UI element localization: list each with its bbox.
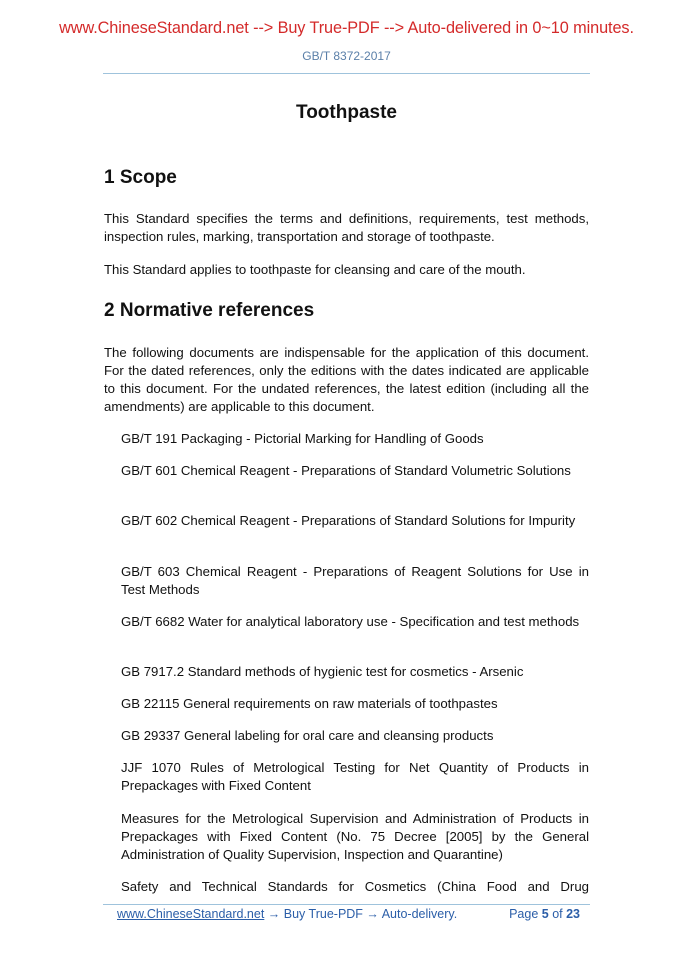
footer-promo-text: → Buy True-PDF → Auto-delivery. <box>264 907 458 921</box>
reference-item: GB/T 601 Chemical Reagent - Preparations of Standard Volumetric Solutions <box>121 463 571 478</box>
header-rule <box>103 73 590 74</box>
document-title: Toothpaste <box>296 102 397 123</box>
reference-item: GB 29337 General labeling for oral care and cleansing products <box>121 728 494 743</box>
reference-item: GB/T 6682 Water for analytical laboratory use - Specification and test methods <box>121 614 580 629</box>
reference-item: GB 7917.2 Standard methods of hygienic test for cosmetics - Arsenic <box>121 664 524 679</box>
references-intro <box>104 344 589 416</box>
reference-item: GB/T 191 Packaging - Pictorial Marking for Handling of Goods <box>121 431 484 446</box>
promo-banner: www.ChineseStandard.net --> Buy True-PDF --> Auto-delivered in 0~10 minutes. <box>59 19 634 37</box>
paragraph: The following documents are indispensable for the application of this document. For the dated references, only the editions with the dates indicated are applicable to this document. For the undated references, the latest edition (including all the amendments) are applicable to this document. <box>104 345 589 414</box>
paragraph: This Standard applies to toothpaste for cleansing and care of the mouth. <box>104 262 526 277</box>
paragraph: This Standard specifies the terms and definitions, requirements, test methods, inspection rules, marking, transportation and storage of toothpaste. <box>104 211 589 244</box>
standard-code: GB/T 8372-2017 <box>302 49 391 63</box>
reference-item: GB 22115 General requirements on raw materials of toothpastes <box>121 696 498 711</box>
page-indicator <box>509 907 580 921</box>
reference-item: Safety and Technical Standards for Cosmetics (China Food and Drug <box>121 879 589 894</box>
scope-paragraph-1 <box>104 210 589 246</box>
footer-site-link[interactable]: www.ChineseStandard.net <box>117 907 265 921</box>
reference-item: GB/T 603 Chemical Reagent - Preparations of Reagent Solutions for Use in Test Methods <box>121 564 589 597</box>
scope-paragraph-2 <box>104 261 589 279</box>
page-number: 5 <box>541 907 549 921</box>
section-heading-scope: 1 Scope <box>104 167 177 188</box>
reference-item: Measures for the Metrological Supervision and Administration of Products in Prepackages with Fixed Content (No. 75 Decree [2005] by the General Administration of Quality Supervision, Inspection and Quarantine) <box>121 811 589 862</box>
reference-item: JJF 1070 Rules of Metrological Testing for Net Quantity of Products in Prepackages with Fixed Content <box>121 760 589 793</box>
section-heading-normative-references: 2 Normative references <box>104 300 315 321</box>
of-label: of <box>548 907 567 921</box>
page-total: 23 <box>566 907 580 921</box>
page-label: Page <box>509 907 542 921</box>
reference-item: GB/T 602 Chemical Reagent - Preparations of Standard Solutions for Impurity <box>121 513 576 528</box>
footer-rule <box>103 904 590 905</box>
footer-promo <box>117 907 457 921</box>
page-footer <box>117 907 580 921</box>
